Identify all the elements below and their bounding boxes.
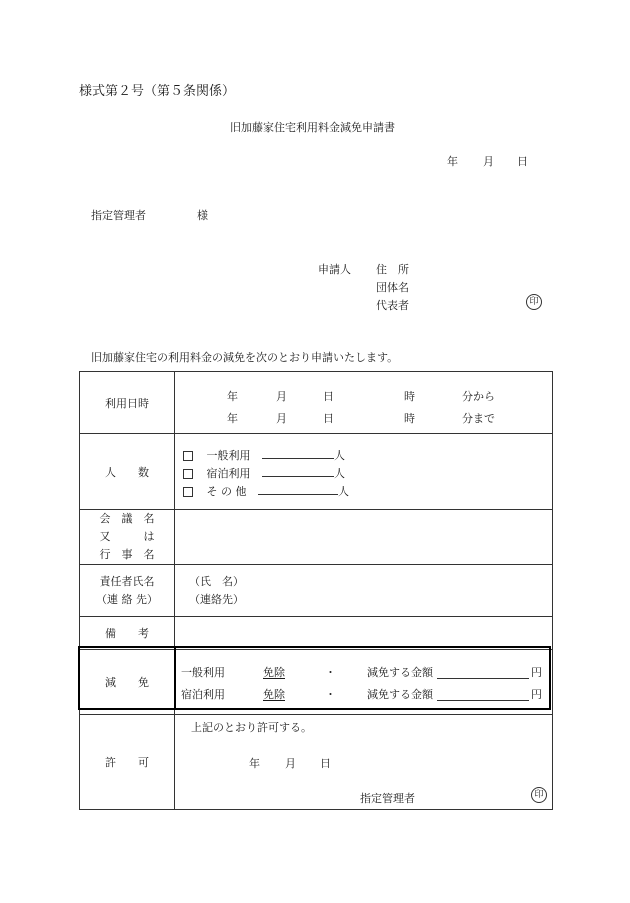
application-table (79, 371, 553, 810)
addressee-name: 指定管理者 (91, 209, 146, 222)
label-meeting (80, 510, 175, 565)
value-permission (175, 715, 553, 810)
label-remarks: 備 考 (80, 617, 175, 650)
people-general-label: 一般利用 (206, 449, 251, 462)
label-responsible-line1: 責任者氏名 (99, 574, 155, 588)
exemption-general-amount-label: 減免する金額 (367, 666, 433, 679)
date-year: 年 (447, 155, 458, 168)
permission-seal-mark: 印 (531, 787, 547, 803)
label-meeting-line3: 行 事 名 (99, 548, 155, 561)
exemption-general-type: 一般利用 (181, 666, 225, 679)
label-datetime: 利用日時 (80, 372, 175, 434)
people-item-other (183, 482, 349, 499)
exemption-general-dot: ・ (325, 666, 336, 679)
permission-manager: 指定管理者 (360, 792, 415, 805)
row-remarks (80, 617, 553, 650)
people-other-unit: 人 (338, 485, 349, 498)
row-people (80, 434, 553, 510)
exemption-divider (174, 646, 176, 710)
people-item-general (183, 446, 345, 463)
intro-text: 旧加藤家住宅の利用料金の減免を次のとおり申請いたします。 (91, 351, 399, 364)
date-day: 日 (517, 155, 528, 168)
to-year: 年 (227, 412, 238, 425)
people-general-unit: 人 (334, 449, 345, 462)
label-permission: 許 可 (80, 715, 175, 810)
people-stay-blank[interactable] (262, 464, 334, 477)
checkbox-general[interactable] (183, 451, 193, 461)
people-item-stay (183, 464, 345, 481)
from-year: 年 (227, 390, 238, 403)
date-month: 月 (483, 155, 494, 168)
label-responsible-line2: （連 絡 先） (96, 592, 158, 606)
value-datetime (175, 372, 553, 434)
label-exemption: 減 免 (80, 650, 175, 715)
exemption-general-currency: 円 (531, 666, 542, 679)
value-meeting[interactable] (175, 510, 553, 565)
value-exemption (175, 650, 553, 715)
exemption-stay-status[interactable]: 免除 (263, 688, 285, 701)
value-people (175, 434, 553, 510)
people-stay-unit: 人 (334, 467, 345, 480)
from-month: 月 (276, 390, 287, 403)
applicant-label: 申請人 (318, 263, 351, 276)
row-meeting (80, 510, 553, 565)
exemption-stay-type: 宿泊利用 (181, 688, 225, 701)
people-general-blank[interactable] (262, 446, 334, 459)
value-remarks[interactable] (175, 617, 553, 650)
label-meeting-line1: 会 議 名 (99, 512, 155, 525)
applicant-group-label: 団体名 (376, 281, 409, 294)
form-number: 様式第２号（第５条関係） (79, 84, 236, 99)
checkbox-stay[interactable] (183, 469, 193, 479)
exemption-stay-amount-label: 減免する金額 (367, 688, 433, 701)
from-hour: 時 (404, 390, 415, 403)
row-responsible (80, 565, 553, 617)
people-stay-label: 宿泊利用 (206, 467, 251, 480)
exemption-stay-dot: ・ (325, 688, 336, 701)
permission-text: 上記のとおり許可する。 (191, 721, 312, 734)
permission-year: 年 (249, 757, 260, 770)
row-exemption (80, 650, 553, 715)
addressee-honorific: 様 (197, 209, 208, 222)
label-meeting-line2: 又 は (99, 530, 155, 543)
applicant-seal-mark: 印 (526, 294, 542, 310)
to-suffix: 分まで (462, 412, 495, 425)
label-responsible (80, 565, 175, 617)
applicant-address-label: 住 所 (376, 263, 409, 276)
checkbox-other[interactable] (183, 487, 193, 497)
row-datetime (80, 372, 553, 434)
to-hour: 時 (404, 412, 415, 425)
exemption-stay-amount-blank[interactable] (437, 688, 529, 701)
applicant-rep-label: 代表者 (376, 299, 409, 312)
permission-day: 日 (320, 757, 331, 770)
from-suffix: 分から (462, 390, 495, 403)
exemption-general-amount-blank[interactable] (437, 666, 529, 679)
exemption-stay-currency: 円 (531, 688, 542, 701)
responsible-name-label: （氏 名） (189, 575, 244, 588)
people-other-blank[interactable] (258, 482, 338, 495)
label-people: 人 数 (80, 434, 175, 510)
to-day: 日 (323, 412, 334, 425)
document-title: 旧加藤家住宅利用料金減免申請書 (230, 121, 395, 134)
exemption-general-status[interactable]: 免除 (263, 666, 285, 679)
row-permission (80, 715, 553, 810)
from-day: 日 (323, 390, 334, 403)
permission-month: 月 (285, 757, 296, 770)
value-responsible[interactable] (175, 565, 553, 617)
responsible-contact-label: （連絡先） (189, 593, 244, 606)
to-month: 月 (276, 412, 287, 425)
people-other-label: そ の 他 (206, 485, 247, 498)
